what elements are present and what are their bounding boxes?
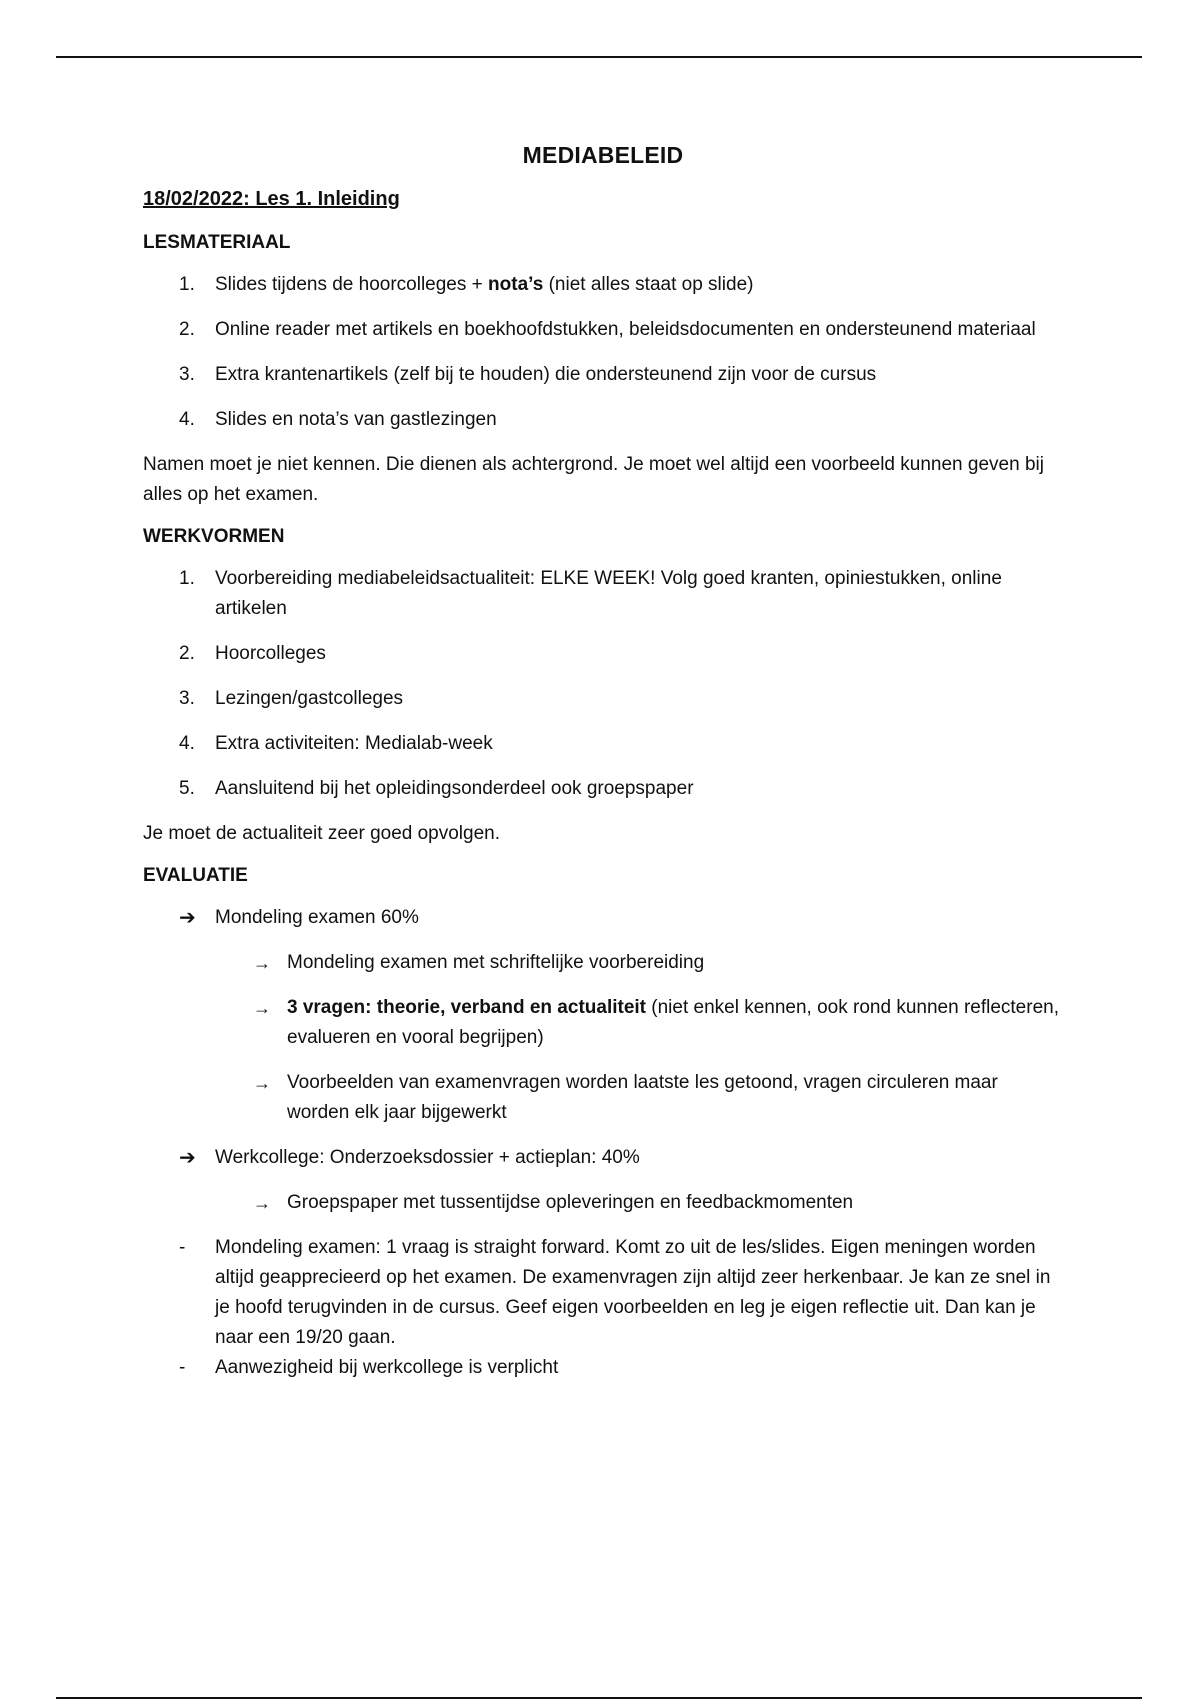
lesson-heading: 18/02/2022: Les 1. Inleiding bbox=[143, 188, 400, 210]
list-text: Slides en nota’s van gastlezingen bbox=[215, 409, 497, 430]
list-item bbox=[143, 729, 1063, 759]
list-item bbox=[143, 684, 1063, 714]
sublist-item bbox=[215, 1188, 1063, 1218]
list-text: Online reader met artikels en boekhoofdstukken, beleidsdocumenten en ondersteunend materiaal bbox=[215, 319, 1036, 340]
arrow-right-icon: ➔ bbox=[179, 1147, 196, 1169]
list-text: Voorbereiding mediabeleidsactualiteit: ELKE WEEK! Volg goed kranten, opiniestukken, online artikelen bbox=[215, 568, 1002, 619]
list-item bbox=[143, 405, 1063, 435]
list-text: Aansluitend bij het opleidingsonderdeel ook groepspaper bbox=[215, 778, 694, 799]
list-number: 3. bbox=[179, 688, 195, 709]
arrow-right-icon: ➔ bbox=[179, 907, 196, 929]
werkvormen-list bbox=[143, 564, 1063, 804]
sublist-item bbox=[215, 948, 1063, 978]
list-text: Extra krantenartikels (zelf bij te houden) die ondersteunend zijn voor de cursus bbox=[215, 364, 877, 385]
section-heading-evaluatie: EVALUATIE bbox=[143, 865, 248, 886]
list-text: Werkcollege: Onderzoeksdossier + actieplan: 40% bbox=[215, 1147, 640, 1168]
list-text: Mondeling examen: 1 vraag is straight forward. Komt zo uit de les/slides. Eigen meningen worden altijd geapprecieerd op het examen. De examenvragen zijn altijd zeer herkenbaar. Je kan ze snel in je hoofd terugvinden in de cursus. Geef eigen voorbeelden en leg je eigen reflectie uit. Dan kan je naar een 19/20 gaan. bbox=[215, 1237, 1051, 1348]
list-text: Hoorcolleges bbox=[215, 643, 326, 664]
list-item bbox=[143, 774, 1063, 804]
werkcollege-sublist bbox=[215, 1188, 1063, 1218]
list-text: Lezingen/gastcolleges bbox=[215, 688, 404, 709]
list-number: 1. bbox=[179, 568, 195, 589]
section-heading-lesmateriaal: LESMATERIAAL bbox=[143, 232, 291, 253]
list-number: 1. bbox=[179, 274, 195, 295]
lesmateriaal-list bbox=[143, 270, 1063, 435]
arrow-right-icon: → bbox=[253, 953, 271, 973]
list-item bbox=[143, 903, 1063, 1128]
list-item bbox=[143, 1353, 1063, 1383]
list-number: 2. bbox=[179, 643, 195, 664]
dash-bullet: - bbox=[179, 1237, 186, 1258]
footer-rule bbox=[56, 1697, 1142, 1699]
list-number: 2. bbox=[179, 319, 195, 340]
lesmateriaal-note: Namen moet je niet kennen. Die dienen als achtergrond. Je moet wel altijd een voorbeeld kunnen geven bij alles op het examen. bbox=[143, 454, 1044, 505]
evaluatie-notes bbox=[143, 1233, 1063, 1383]
list-text: Aanwezigheid bij werkcollege is verplicht bbox=[215, 1357, 559, 1378]
list-number: 3. bbox=[179, 364, 195, 385]
werkvormen-note: Je moet de actualiteit zeer goed opvolgen. bbox=[143, 823, 501, 844]
evaluatie-list bbox=[143, 903, 1063, 1218]
arrow-right-icon: → bbox=[253, 998, 271, 1018]
list-item bbox=[143, 1233, 1063, 1353]
list-item bbox=[143, 1143, 1063, 1218]
list-text-bold: 3 vragen: theorie, verband en actualiteit bbox=[287, 997, 646, 1018]
document-title: MEDIABELEID bbox=[522, 142, 684, 168]
sublist-item bbox=[215, 1068, 1063, 1128]
section-heading-werkvormen: WERKVORMEN bbox=[143, 526, 285, 547]
list-number: 5. bbox=[179, 778, 195, 799]
arrow-right-icon: → bbox=[253, 1073, 271, 1093]
document-page bbox=[143, 140, 1063, 1383]
arrow-right-icon: → bbox=[253, 1193, 271, 1213]
list-item bbox=[143, 315, 1063, 345]
sublist-item bbox=[215, 993, 1063, 1053]
list-item bbox=[143, 270, 1063, 300]
list-text: Voorbeelden van examenvragen worden laatste les getoond, vragen circuleren maar worden elk jaar bijgewerkt bbox=[287, 1072, 998, 1123]
list-text: (niet alles staat op slide) bbox=[543, 274, 754, 295]
list-text: Slides tijdens de hoorcolleges + bbox=[215, 274, 489, 295]
list-text: Groepspaper met tussentijdse opleveringen en feedbackmomenten bbox=[287, 1192, 854, 1213]
list-text: Mondeling examen met schriftelijke voorbereiding bbox=[287, 952, 705, 973]
list-text: Mondeling examen 60% bbox=[215, 907, 419, 928]
mondeling-sublist bbox=[215, 948, 1063, 1128]
list-item bbox=[143, 360, 1063, 390]
list-number: 4. bbox=[179, 409, 195, 430]
list-text-bold: nota’s bbox=[488, 274, 544, 295]
header-rule bbox=[56, 56, 1142, 58]
list-text: Extra activiteiten: Medialab-week bbox=[215, 733, 493, 754]
dash-bullet: - bbox=[179, 1357, 186, 1378]
list-number: 4. bbox=[179, 733, 195, 754]
list-item bbox=[143, 564, 1063, 624]
list-text: (niet enkel kennen, ook rond kunnen reflecteren, evalueren en vooral begrijpen) bbox=[287, 997, 1059, 1048]
list-item bbox=[143, 639, 1063, 669]
